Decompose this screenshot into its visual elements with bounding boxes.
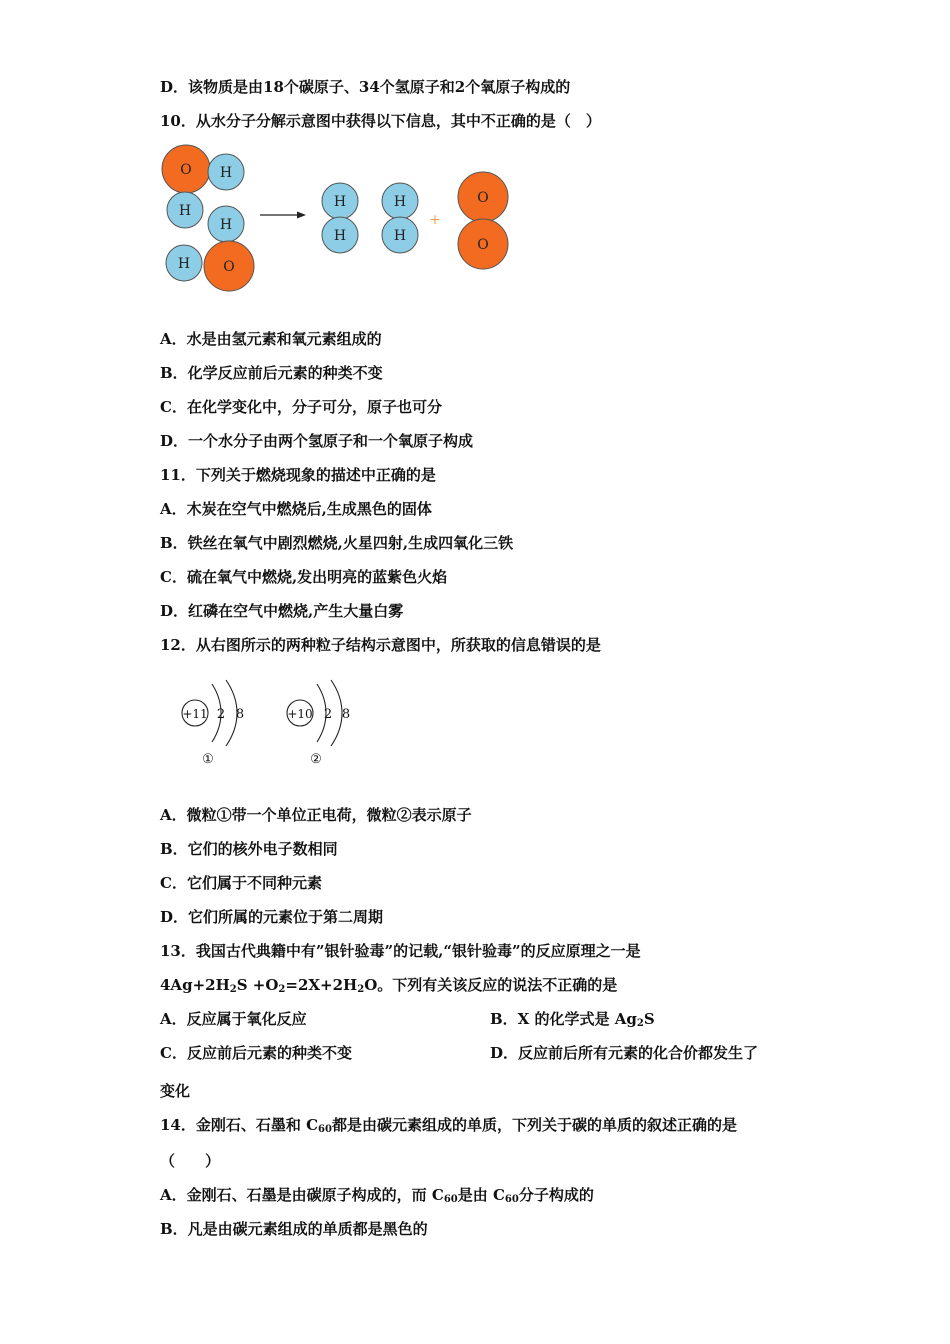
atom-label: H	[219, 217, 233, 233]
atom-label: H	[333, 228, 347, 244]
q12-option-b: B．它们的核外电子数相同	[160, 840, 338, 858]
atom-label: O	[180, 162, 192, 178]
shell-electron-count: 2	[323, 707, 333, 722]
nucleus-charge: +11	[182, 707, 208, 721]
q13-option-b: B．X 的化学式是 $Ag_2S$	[490, 1010, 655, 1029]
reaction-arrow-icon	[260, 212, 306, 219]
particle-label: ①	[202, 752, 214, 767]
atom-label: H	[177, 256, 191, 272]
q13-option-c: C．反应前后元素的种类不变	[160, 1044, 352, 1062]
q10-option-c: C．在化学变化中，分子可分，原子也可分	[160, 398, 442, 416]
q11-option-c: C．硫在氧气中燃烧,发出明亮的蓝紫色火焰	[160, 568, 448, 586]
q9-option-d: D．该物质是由18个碳原子、34个氢原子和2个氧原子构成的	[160, 78, 571, 96]
atom-label: H	[393, 194, 407, 210]
atom-label: O	[477, 190, 489, 206]
nucleus-charge: +10	[287, 707, 313, 721]
q14-option-a: A．金刚石、石墨是由碳原子构成的，而 $C_{60}$是由 $C_{60}$分子构成的	[160, 1186, 594, 1205]
q11-option-a: A．木炭在空气中燃烧后,生成黑色的固体	[160, 500, 432, 518]
q13-option-d-continued: 变化	[160, 1082, 191, 1100]
q12-option-c: C．它们属于不同种元素	[160, 874, 322, 892]
q13-equation: $4Ag+2H_2S +O_2=2X+2H_2O$。下列有关该反应的说法不正确的是	[160, 976, 618, 995]
q13-option-a: A．反应属于氧化反应	[160, 1010, 307, 1028]
atom-label: H	[333, 194, 347, 210]
q13-option-d: D．反应前后所有元素的化合价都发生了	[490, 1044, 759, 1062]
particle-structure-diagram	[175, 678, 375, 770]
q14-option-b: B．凡是由碳元素组成的单质都是黑色的	[160, 1220, 428, 1238]
shell-electron-count: 2	[216, 707, 226, 722]
atom-label: H	[219, 165, 233, 181]
q14-answer-paren: （ ）	[160, 1152, 221, 1170]
q10-option-d: D．一个水分子由两个氢原子和一个氧原子构成	[160, 432, 474, 450]
shell-electron-count: 8	[341, 707, 351, 722]
atom-label: H	[393, 228, 407, 244]
particle-label: ②	[310, 752, 322, 767]
atom-label: H	[178, 203, 192, 219]
q14-stem: 14．金刚石、石墨和 $C_{60}$都是由碳元素组成的单质，下列关于碳的单质的叙述正确的是	[160, 1116, 737, 1135]
q11-option-b: B．铁丝在氧气中剧烈燃烧,火星四射,生成四氧化三铁	[160, 534, 514, 552]
q13-stem: 13．我国古代典籍中有”银针验毒”的记载,“银针验毒”的反应原理之一是	[160, 942, 641, 960]
q10-option-a: A．水是由氢元素和氧元素组成的	[160, 330, 382, 348]
q12-option-d: D．它们所属的元素位于第二周期	[160, 908, 384, 926]
atom-label: O	[477, 237, 489, 253]
plus-sign: +	[429, 212, 441, 228]
q12-option-a: A．微粒①带一个单位正电荷，微粒②表示原子	[160, 806, 472, 824]
shell-electron-count: 8	[235, 707, 245, 722]
q10-stem: 10．从水分子分解示意图中获得以下信息，其中不正确的是（ ）	[160, 112, 601, 130]
q12-stem: 12．从右图所示的两种粒子结构示意图中，所获取的信息错误的是	[160, 636, 601, 654]
water-decomposition-diagram	[158, 140, 518, 295]
atom-label: O	[223, 259, 235, 275]
electron-shell-arc	[331, 680, 342, 746]
q10-option-b: B．化学反应前后元素的种类不变	[160, 364, 383, 382]
q11-stem: 11．下列关于燃烧现象的描述中正确的是	[160, 466, 436, 484]
q11-option-d: D．红磷在空气中燃烧,产生大量白雾	[160, 602, 404, 620]
